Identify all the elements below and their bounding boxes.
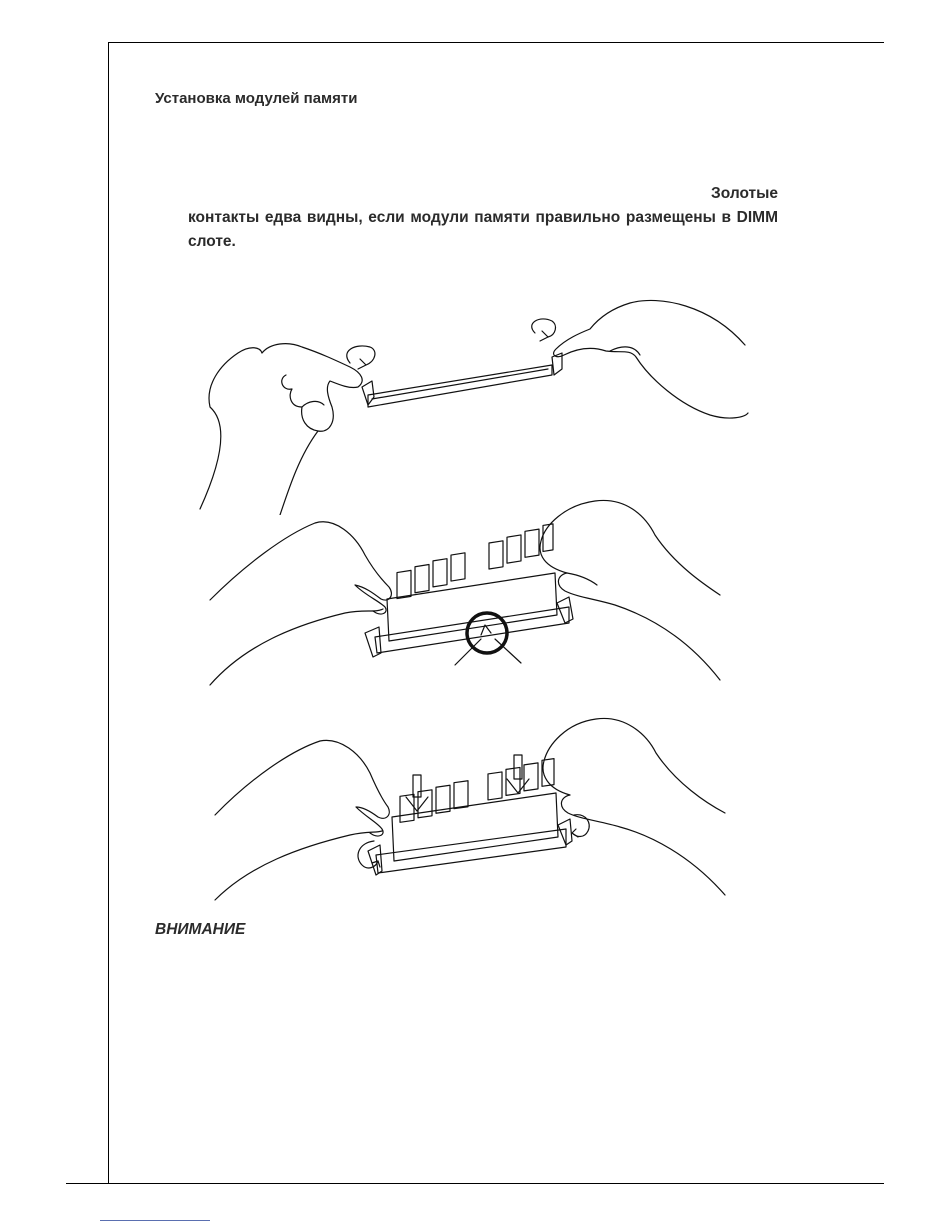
down-arrow-right-icon [507,755,529,793]
memory-chip [433,559,447,587]
paragraph-body: контакты едва видны, если модули памяти правильно размещены в DIMM слоте. [188,209,778,250]
memory-chip [488,772,502,800]
memory-chip [418,790,432,818]
memory-chip [415,565,429,593]
dimm-slot [368,365,552,407]
rotate-arrow-left-icon [347,346,375,365]
memory-chip [454,781,468,809]
memory-chip [525,529,539,557]
rotate-arrow-right-icon [532,319,556,337]
left-hand [210,522,391,614]
top-rule [108,42,884,43]
memory-chip [524,763,538,791]
memory-module [392,793,558,861]
illustration-press-module [210,715,730,905]
down-arrow-left-icon [406,775,428,811]
paragraph-lead: Золотые [711,185,778,202]
rotate-arrow-right-icon [572,815,589,837]
rotate-arrow-left-icon [358,841,378,868]
dimm-slot [376,829,566,873]
warning-label: ВНИМАНИЕ [155,921,246,938]
illustration-insert-module [205,495,730,695]
left-rule [108,42,109,1184]
right-hand [540,500,720,680]
right-hand [554,300,748,418]
memory-chip [451,553,465,581]
memory-chip [543,524,553,552]
section-heading: Установка модулей памяти [155,90,358,107]
left-hand [215,740,389,836]
instruction-paragraph [188,182,778,254]
memory-chip [507,535,521,563]
memory-chip [489,541,503,569]
footer-link-underline[interactable] [100,1220,210,1221]
left-hand [200,344,362,509]
bottom-rule [66,1183,884,1184]
illustration-open-clips [190,295,760,515]
right-hand [543,718,725,895]
memory-chip [397,570,411,598]
memory-chip [506,767,520,795]
